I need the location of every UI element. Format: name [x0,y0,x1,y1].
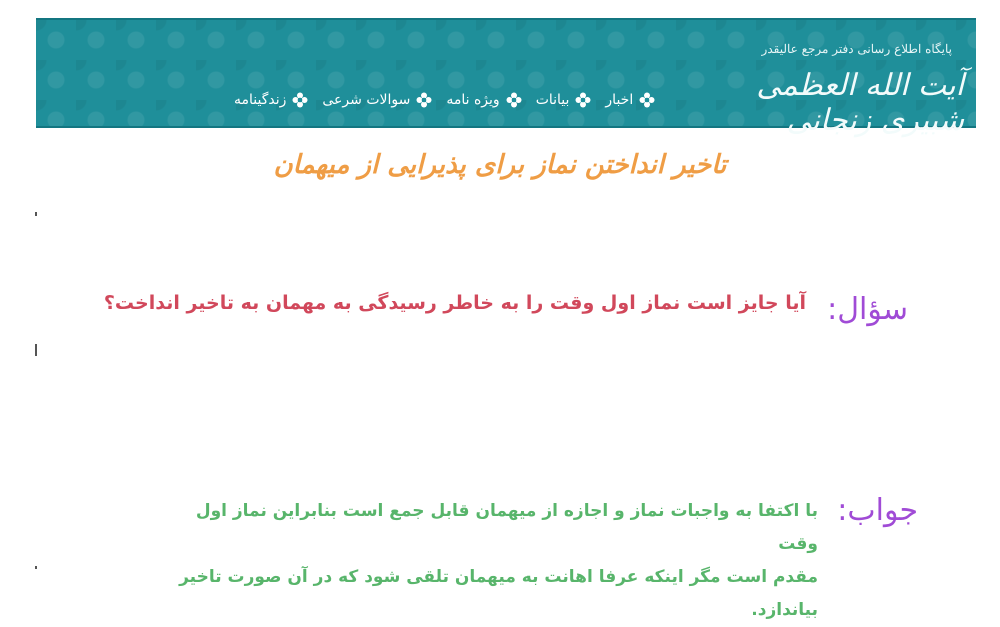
question-label: سؤال: [827,292,908,327]
nav-item-statements[interactable] [536,92,592,108]
flower-icon [639,92,655,108]
question-text: آیا جایز است نماز اول وقت را به خاطر رسیدگی به مهمان به تاخیر انداخت؟ [103,292,806,314]
nav-item-news[interactable] [605,92,655,108]
answer-line: مقدم است مگر اینکه عرفا اهانت به میهمان تلقی شود که در آن صورت تاخیر بیاندازد. [179,567,818,620]
flower-icon [416,92,432,108]
nav-label: سوالات شرعی [322,92,411,108]
site-logo[interactable] [740,34,970,138]
answer-label: جواب: [837,493,918,528]
nav-label: اخبار [605,92,634,108]
divider [35,566,37,569]
brand-name: آیت الله العظمی شبیری زنجانی [756,68,964,138]
flower-icon [292,92,308,108]
nav-label: بیانات [535,92,570,108]
page-title: تاخیر انداختن نماز برای پذیرایی از میهمان [273,150,727,180]
brand-subtitle: پایگاه اطلاع رسانی دفتر مرجع عالیقدر [761,42,952,56]
nav-item-religious-questions[interactable] [322,92,432,108]
nav-label: زندگینامه [234,92,287,108]
nav-item-special-issue[interactable] [446,92,521,108]
nav-label: ویژه نامه [446,92,500,108]
divider [35,212,37,216]
divider [35,344,37,356]
flower-icon [575,92,591,108]
answer-text [178,495,818,627]
nav-item-biography[interactable] [234,92,308,108]
flower-icon [506,92,522,108]
answer-line: با اکتفا به واجبات نماز و اجازه از میهمان قابل جمع است بنابراین نماز اول وقت [195,501,818,554]
main-nav [234,92,655,108]
site-header [36,18,976,138]
